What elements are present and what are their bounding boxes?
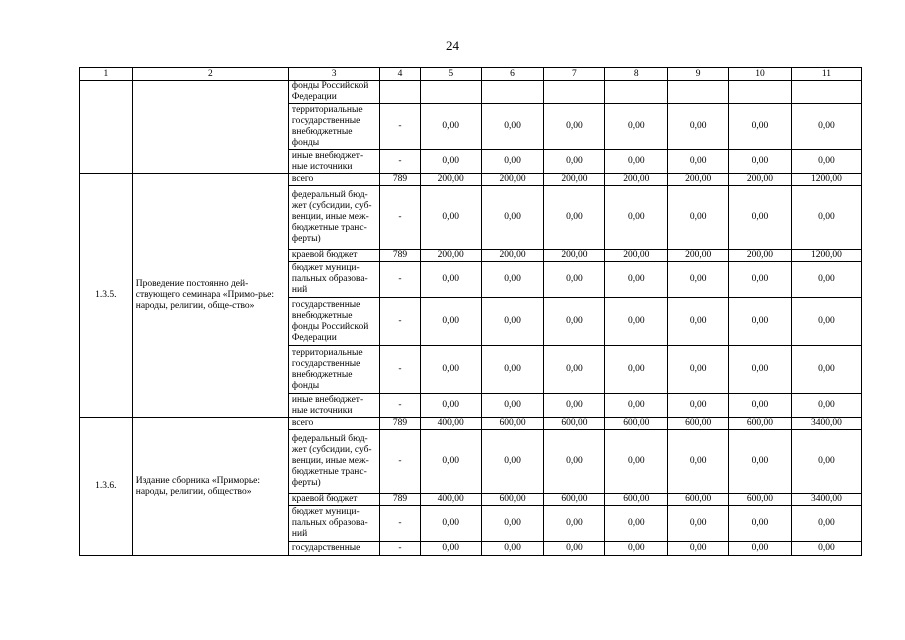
budget-code-cell: - (380, 186, 421, 250)
table-row (80, 174, 862, 186)
amount-cell: 0,00 (668, 394, 729, 418)
amount-cell: 0,00 (791, 346, 861, 394)
amount-cell: 0,00 (668, 506, 729, 542)
budget-code-cell: - (380, 506, 421, 542)
amount-cell: 0,00 (791, 506, 861, 542)
amount-cell: 200,00 (544, 250, 605, 262)
amount-cell: 0,00 (420, 104, 481, 150)
amount-cell: 0,00 (605, 506, 668, 542)
column-number: 7 (544, 68, 605, 81)
amount-cell: 0,00 (605, 542, 668, 556)
amount-cell (605, 81, 668, 104)
budget-code-cell: - (380, 262, 421, 298)
amount-cell: 0,00 (729, 394, 792, 418)
amount-cell: 0,00 (420, 394, 481, 418)
amount-cell: 0,00 (544, 346, 605, 394)
column-number: 10 (729, 68, 792, 81)
budget-code-cell: 789 (380, 174, 421, 186)
column-number-row (80, 68, 862, 81)
column-number: 6 (481, 68, 544, 81)
amount-cell: 0,00 (481, 542, 544, 556)
amount-cell: 3400,00 (791, 418, 861, 430)
amount-cell: 0,00 (729, 104, 792, 150)
funding-source: бюджет муници-пальных образова-ний (288, 506, 379, 542)
funding-source: территориальные государственные внебюджетные фонды (288, 104, 379, 150)
amount-cell: 200,00 (420, 250, 481, 262)
budget-code-cell: 789 (380, 250, 421, 262)
budget-code-cell: - (380, 298, 421, 346)
funding-source: всего (288, 174, 379, 186)
amount-cell: 200,00 (605, 174, 668, 186)
amount-cell: 0,00 (420, 186, 481, 250)
amount-cell (668, 81, 729, 104)
amount-cell: 0,00 (605, 394, 668, 418)
amount-cell: 0,00 (420, 346, 481, 394)
amount-cell (481, 81, 544, 104)
activity-code: 1.3.6. (80, 418, 133, 556)
activity-name: Проведение постоянно дей-ствующего семинара «Примо-рье: народы, религии, обще-ство» (132, 174, 288, 418)
amount-cell: 400,00 (420, 418, 481, 430)
column-number: 3 (288, 68, 379, 81)
amount-cell: 0,00 (791, 394, 861, 418)
amount-cell: 200,00 (729, 250, 792, 262)
amount-cell: 0,00 (791, 262, 861, 298)
amount-cell (544, 81, 605, 104)
funding-source: всего (288, 418, 379, 430)
funding-source: федеральный бюд-жет (субсидии, суб-венции, иные меж-бюджетные транс-ферты) (288, 186, 379, 250)
amount-cell: 0,00 (605, 262, 668, 298)
amount-cell: 0,00 (544, 104, 605, 150)
column-number: 8 (605, 68, 668, 81)
amount-cell: 0,00 (668, 150, 729, 174)
amount-cell: 0,00 (729, 186, 792, 250)
amount-cell: 600,00 (544, 494, 605, 506)
amount-cell: 200,00 (605, 250, 668, 262)
amount-cell: 0,00 (729, 298, 792, 346)
amount-cell: 0,00 (791, 430, 861, 494)
amount-cell: 0,00 (605, 430, 668, 494)
table-body (80, 81, 862, 556)
amount-cell: 0,00 (668, 186, 729, 250)
amount-cell: 200,00 (544, 174, 605, 186)
amount-cell: 1200,00 (791, 250, 861, 262)
funding-source: государственные (288, 542, 379, 556)
amount-cell: 0,00 (420, 298, 481, 346)
amount-cell: 600,00 (729, 418, 792, 430)
column-number: 4 (380, 68, 421, 81)
amount-cell: 400,00 (420, 494, 481, 506)
amount-cell: 0,00 (791, 186, 861, 250)
funding-source: иные внебюджет-ные источники (288, 150, 379, 174)
amount-cell: 600,00 (481, 418, 544, 430)
budget-code-cell: - (380, 394, 421, 418)
amount-cell: 0,00 (729, 430, 792, 494)
amount-cell: 0,00 (420, 150, 481, 174)
funding-source: федеральный бюд-жет (субсидии, суб-венции, иные меж-бюджетные транс-ферты) (288, 430, 379, 494)
amount-cell: 1200,00 (791, 174, 861, 186)
amount-cell: 0,00 (791, 542, 861, 556)
budget-code-cell: - (380, 542, 421, 556)
amount-cell: 0,00 (668, 262, 729, 298)
amount-cell: 0,00 (668, 346, 729, 394)
amount-cell: 600,00 (605, 418, 668, 430)
amount-cell: 200,00 (668, 250, 729, 262)
amount-cell: 0,00 (481, 394, 544, 418)
budget-table (79, 67, 862, 556)
amount-cell: 0,00 (481, 150, 544, 174)
funding-source: краевой бюджет (288, 250, 379, 262)
amount-cell: 0,00 (544, 394, 605, 418)
page-number: 24 (446, 38, 459, 53)
amount-cell: 200,00 (481, 174, 544, 186)
amount-cell: 0,00 (544, 186, 605, 250)
amount-cell: 0,00 (605, 298, 668, 346)
funding-source: иные внебюджет-ные источники (288, 394, 379, 418)
activity-name: Издание сборника «Приморье: народы, религии, общество» (132, 418, 288, 556)
amount-cell: 0,00 (729, 506, 792, 542)
amount-cell: 0,00 (668, 298, 729, 346)
amount-cell: 0,00 (481, 430, 544, 494)
amount-cell: 600,00 (544, 418, 605, 430)
column-number: 1 (80, 68, 133, 81)
amount-cell: 0,00 (420, 262, 481, 298)
column-number: 2 (132, 68, 288, 81)
amount-cell: 600,00 (729, 494, 792, 506)
amount-cell: 0,00 (481, 346, 544, 394)
amount-cell: 0,00 (544, 262, 605, 298)
amount-cell: 600,00 (605, 494, 668, 506)
amount-cell: 0,00 (544, 542, 605, 556)
table-row (80, 418, 862, 430)
amount-cell: 200,00 (668, 174, 729, 186)
column-number: 11 (791, 68, 861, 81)
amount-cell: 0,00 (420, 430, 481, 494)
amount-cell: 200,00 (481, 250, 544, 262)
table-row (80, 81, 862, 104)
amount-cell: 0,00 (791, 150, 861, 174)
amount-cell: 600,00 (668, 494, 729, 506)
budget-code-cell: - (380, 346, 421, 394)
amount-cell: 0,00 (729, 542, 792, 556)
budget-code-cell: - (380, 104, 421, 150)
column-number: 9 (668, 68, 729, 81)
amount-cell (420, 81, 481, 104)
amount-cell: 0,00 (544, 150, 605, 174)
column-number: 5 (420, 68, 481, 81)
funding-source: краевой бюджет (288, 494, 379, 506)
activity-name (132, 81, 288, 174)
budget-code-cell: 789 (380, 418, 421, 430)
amount-cell: 0,00 (729, 262, 792, 298)
amount-cell: 0,00 (481, 262, 544, 298)
activity-code: 1.3.5. (80, 174, 133, 418)
amount-cell: 600,00 (668, 418, 729, 430)
amount-cell: 0,00 (481, 104, 544, 150)
budget-code-cell: - (380, 150, 421, 174)
amount-cell: 0,00 (668, 430, 729, 494)
amount-cell: 0,00 (605, 346, 668, 394)
amount-cell: 0,00 (729, 150, 792, 174)
amount-cell (791, 81, 861, 104)
amount-cell: 200,00 (420, 174, 481, 186)
funding-source: территориальные государственные внебюджетные фонды (288, 346, 379, 394)
amount-cell: 200,00 (729, 174, 792, 186)
amount-cell: 0,00 (544, 430, 605, 494)
amount-cell: 0,00 (481, 506, 544, 542)
amount-cell: 0,00 (481, 186, 544, 250)
amount-cell: 0,00 (420, 542, 481, 556)
amount-cell: 0,00 (729, 346, 792, 394)
budget-code-cell (380, 81, 421, 104)
amount-cell: 0,00 (544, 298, 605, 346)
amount-cell: 3400,00 (791, 494, 861, 506)
budget-code-cell: - (380, 430, 421, 494)
amount-cell: 600,00 (481, 494, 544, 506)
amount-cell: 0,00 (605, 150, 668, 174)
amount-cell: 0,00 (420, 506, 481, 542)
amount-cell: 0,00 (791, 298, 861, 346)
funding-source: фонды Российской Федерации (288, 81, 379, 104)
funding-source: государственные внебюджетные фонды Российской Федерации (288, 298, 379, 346)
amount-cell: 0,00 (791, 104, 861, 150)
amount-cell: 0,00 (668, 104, 729, 150)
amount-cell: 0,00 (605, 104, 668, 150)
amount-cell: 0,00 (668, 542, 729, 556)
amount-cell: 0,00 (481, 298, 544, 346)
amount-cell (729, 81, 792, 104)
budget-code-cell: 789 (380, 494, 421, 506)
funding-source: бюджет муници-пальных образова-ний (288, 262, 379, 298)
amount-cell: 0,00 (605, 186, 668, 250)
amount-cell: 0,00 (544, 506, 605, 542)
activity-code (80, 81, 133, 174)
